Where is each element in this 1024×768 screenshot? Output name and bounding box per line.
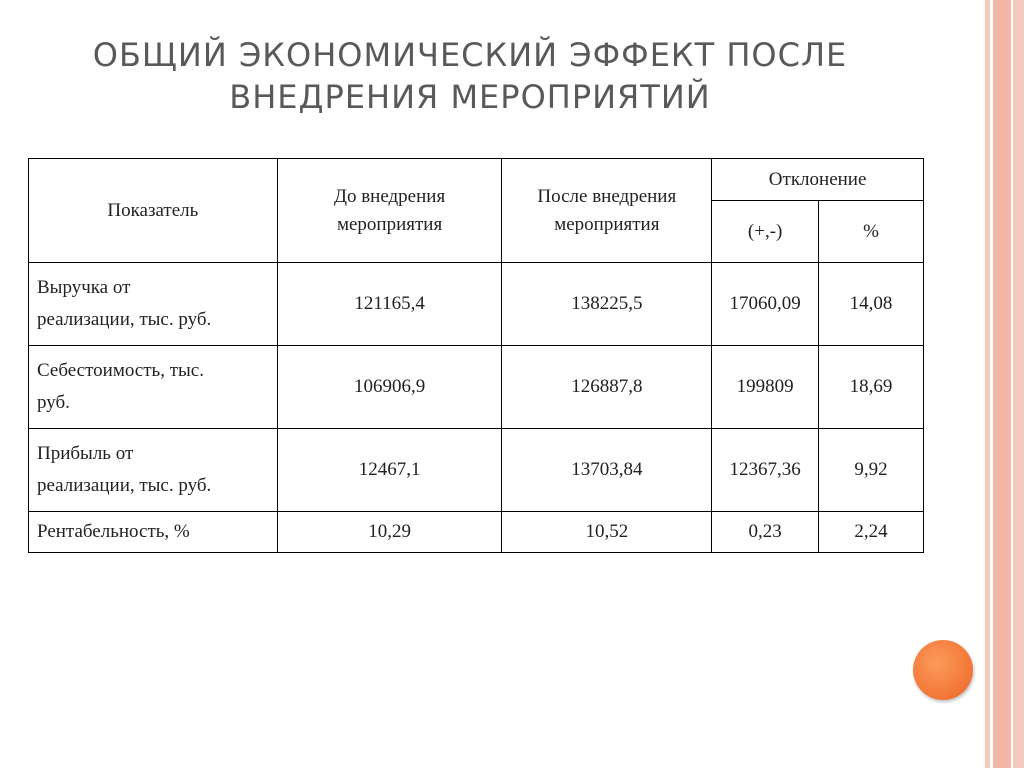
row-label-line-2: реализации, тыс. руб. (37, 309, 212, 330)
header-after (502, 159, 712, 263)
decor-stripe-5 (1013, 0, 1024, 768)
table-row (29, 346, 924, 429)
row-label (29, 512, 278, 553)
header-deviation (712, 159, 924, 201)
orange-circle-decoration (913, 640, 973, 700)
table-header-row (29, 159, 924, 201)
table-row (29, 512, 924, 553)
row-label-line-1: Рентабельность, % (37, 521, 190, 542)
cell-before: 12467,1 (277, 429, 502, 512)
economic-effect-table (28, 158, 924, 553)
row-label-line-1: Себестоимость, тыс. (37, 360, 204, 381)
cell-after: 126887,8 (502, 346, 712, 429)
cell-after: 10,52 (502, 512, 712, 553)
slide-title-line-2: ВНЕДРЕНИЯ МЕРОПРИЯТИЙ (229, 78, 711, 116)
header-before (277, 159, 502, 263)
cell-after: 138225,5 (502, 263, 712, 346)
slide-title (40, 34, 900, 118)
cell-dev-pct: 2,24 (819, 512, 924, 553)
header-deviation-abs-text: (+,-) (747, 220, 783, 242)
row-label-line-2: реализации, тыс. руб. (37, 475, 212, 496)
row-label (29, 429, 278, 512)
cell-dev-pct: 9,92 (819, 429, 924, 512)
cell-dev-abs: 12367,36 (712, 429, 819, 512)
header-deviation-pct (819, 201, 924, 263)
table-row (29, 429, 924, 512)
header-deviation-abs (712, 201, 819, 263)
header-after-line-2: мероприятия (554, 213, 660, 235)
cell-dev-abs: 199809 (712, 346, 819, 429)
cell-dev-abs: 17060,09 (712, 263, 819, 346)
cell-before: 10,29 (277, 512, 502, 553)
row-label (29, 346, 278, 429)
row-label-line-1: Выручка от (37, 277, 131, 298)
header-indicator (29, 159, 278, 263)
header-indicator-text: Показатель (107, 199, 199, 221)
cell-dev-pct: 18,69 (819, 346, 924, 429)
row-label-line-2: руб. (37, 392, 70, 413)
row-label (29, 263, 278, 346)
slide-title-line-1: ОБЩИЙ ЭКОНОМИЧЕСКИЙ ЭФФЕКТ ПОСЛЕ (92, 36, 848, 74)
cell-dev-pct: 14,08 (819, 263, 924, 346)
table-row (29, 263, 924, 346)
row-label-line-1: Прибыль от (37, 443, 134, 464)
decor-stripe-3 (993, 0, 1011, 768)
header-after-line-1: После внедрения (537, 185, 677, 207)
header-deviation-text: Отклонение (768, 168, 867, 190)
cell-before: 121165,4 (277, 263, 502, 346)
cell-before: 106906,9 (277, 346, 502, 429)
header-before-line-2: мероприятия (336, 213, 443, 235)
header-before-line-1: До внедрения (333, 185, 446, 207)
header-deviation-pct-text: % (863, 220, 879, 242)
cell-after: 13703,84 (502, 429, 712, 512)
cell-dev-abs: 0,23 (712, 512, 819, 553)
